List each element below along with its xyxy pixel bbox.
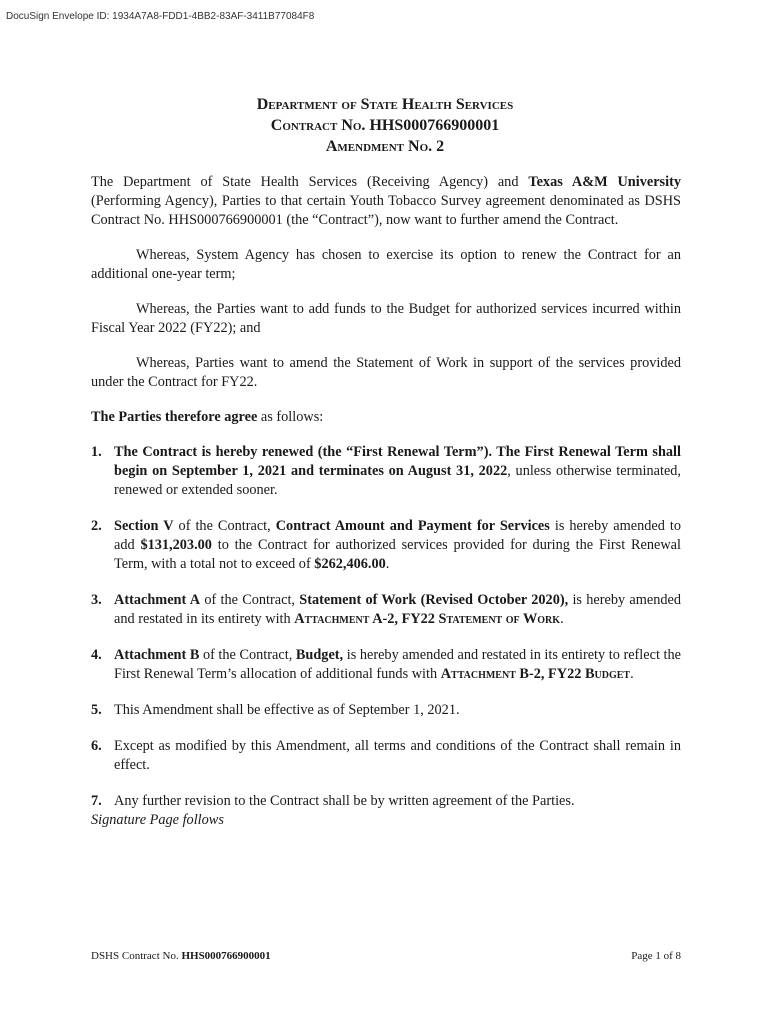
item-number: 2. <box>91 518 102 534</box>
item-2-text-1: of the Contract, <box>173 518 276 534</box>
item-2-text-2: is hereby amended to add <box>114 518 681 553</box>
item-4-text-1: of the Contract, <box>199 647 296 663</box>
item-number: 7. <box>91 793 102 809</box>
list-item <box>91 737 681 775</box>
performing-agency: Texas A&M University <box>528 174 681 190</box>
item-1-text: , unless otherwise terminated, renewed or extended sooner. <box>114 463 682 498</box>
item-3-text-2: is hereby amended and restated in its entirety with <box>114 592 681 627</box>
item-4-bold-2: Budget, <box>295 647 344 663</box>
item-number: 4. <box>91 647 102 663</box>
docusign-envelope-id: DocuSign Envelope ID: 1934A7A8-FDD1-4BB2-83AF-3411B77084F8 <box>6 11 315 22</box>
footer-contract-number <box>91 950 271 962</box>
footer-contract-id: HHS000766900001 <box>181 950 271 962</box>
footer-contract-label: DSHS Contract No. <box>91 950 182 962</box>
list-item <box>91 443 681 500</box>
item-number: 1. <box>91 444 102 460</box>
list-item <box>91 591 681 629</box>
intro-text-1: The Department of State Health Services (Receiving Agency) and <box>91 174 529 190</box>
item-3-text-1: of the Contract, <box>200 592 300 608</box>
item-number: 3. <box>91 592 102 608</box>
list-item <box>91 517 681 574</box>
intro-paragraph <box>91 173 681 230</box>
signature-page-note: Signature Page follows <box>91 812 224 828</box>
contract-number-title <box>0 116 770 135</box>
list-item <box>91 646 681 684</box>
item-4-bold-1: Attachment B <box>114 647 200 663</box>
whereas-paragraph-3: Whereas, Parties want to amend the Statement of Work in support of the services provided under the Contract for FY22. <box>91 355 681 390</box>
item-2-bold-1: Section V <box>114 518 174 534</box>
whereas-paragraph-2: Whereas, the Parties want to add funds to the Budget for authorized services incurred within Fiscal Year 2022 (FY22); and <box>91 301 681 336</box>
item-2-bold-2: Contract Amount and Payment for Services <box>275 518 550 534</box>
item-2-text-4: . <box>385 556 390 572</box>
agree-rest: as follows: <box>257 409 324 425</box>
list-item <box>91 792 681 811</box>
item-7-text: Any further revision to the Contract shall be by written agreement of the Parties. <box>114 793 575 809</box>
item-6-text: Except as modified by this Amendment, all terms and conditions of the Contract shall remain in effect. <box>114 738 681 773</box>
document-header <box>0 95 770 158</box>
intro-text-2: (Performing Agency), Parties to that certain Youth Tobacco Survey agreement denominated as DSHS Contract No. HHS000766900001 (the “Contract”), now want to further amend the Contract. <box>91 193 681 228</box>
item-2-amount: $131,203.00 <box>140 537 212 553</box>
item-4-text-2: is hereby amended and restated in its entirety to reflect the First Renewal Term’s allocation of additional funds with <box>114 647 681 682</box>
item-5-text: This Amendment shall be effective as of September 1, 2021. <box>114 702 460 718</box>
item-4-attachment: Attachment B-2, FY22 Budget <box>440 666 631 682</box>
list-item <box>91 701 681 720</box>
item-4-text-3: . <box>630 666 634 682</box>
item-3-bold-2: Statement of Work (Revised October 2020), <box>299 592 569 608</box>
agree-bold: The Parties therefore agree <box>91 409 258 425</box>
item-2-total: $262,406.00 <box>314 556 386 572</box>
item-3-text-3: . <box>560 611 564 627</box>
department-title: Department of State Health Services <box>256 96 514 113</box>
amendment-items-list <box>91 443 681 811</box>
amendment-title: Amendment No. 2 <box>325 138 445 155</box>
item-3-bold-1: Attachment A <box>114 592 201 608</box>
item-3-attachment: Attachment A-2, FY22 Statement of Work <box>294 611 561 627</box>
item-number: 5. <box>91 702 102 718</box>
agree-paragraph <box>91 408 681 427</box>
whereas-paragraph-1: Whereas, System Agency has chosen to exercise its option to renew the Contract for an additional one-year term; <box>91 247 681 282</box>
contract-label: Contract No. <box>270 117 366 134</box>
item-number: 6. <box>91 738 102 754</box>
item-1-bold: The Contract is hereby renewed (the “First Renewal Term”). The First Renewal Term shall begin on September 1, 2021 and terminates on August 31, 2022 <box>114 444 681 479</box>
item-2-text-3: to the Contract for authorized services provided for during the First Renewal Term, with a total not to exceed of <box>114 537 681 572</box>
document-body <box>91 173 681 830</box>
page-number: Page 1 of 8 <box>631 950 681 962</box>
contract-number: HHS000766900001 <box>369 117 500 134</box>
